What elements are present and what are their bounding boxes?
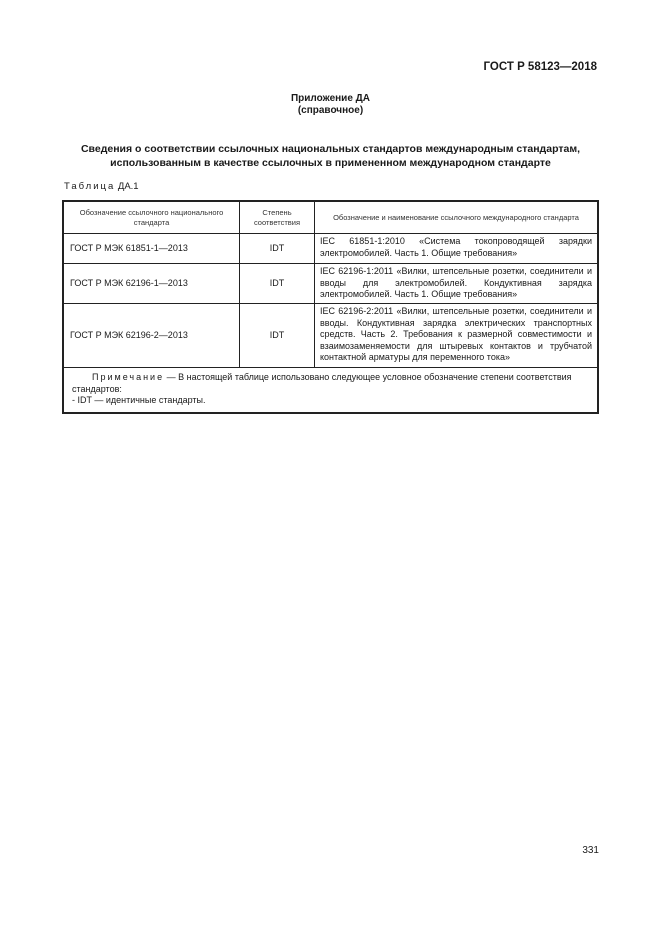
column-header-national: Обозначение ссылочного национального стандарта [63,201,240,234]
note-item: - IDT — идентичные стандарты. [72,395,206,405]
section-heading-line-2: использованным в качестве ссылочных в примененном международном стандарте [110,157,551,169]
note-label: Примечание [92,372,165,382]
appendix-title: Приложение ДА [290,93,371,104]
table-row [63,304,598,368]
table-note [63,368,598,413]
note-text: — В настоящей таблице использовано следующее условное обозначение степени соответствия стандартов: [72,372,572,394]
cell-degree: IDT [240,234,315,264]
cell-degree: IDT [240,304,315,368]
section-heading [40,142,621,170]
page-number: 331 [582,845,599,856]
table-row [63,234,598,264]
table-row [63,264,598,304]
table-note-row [63,368,598,413]
cell-national: ГОСТ Р МЭК 62196-1—2013 [63,264,240,304]
table-header-row [63,201,598,234]
table-caption-id: ДА.1 [117,181,139,192]
cell-international: IEC 62196-1:2011 «Вилки, штепсельные розетки, соединители и вводы для электромобилей. Кондуктивная зарядка электромобилей. Часть 1. Общие требования» [315,264,599,304]
appendix-title-block [0,93,661,117]
appendix-subtitle: (справочное) [297,105,364,116]
table-caption [64,181,139,192]
column-header-degree: Степень соответствия [240,201,315,234]
standards-table [62,200,599,414]
cell-international: IEC 62196-2:2011 «Вилки, штепсельные розетки, соединители и вводы. Кондуктивная зарядка электрических транспортных средств. Часть 2. Требования к размерной совместимости и взаимозаменяемости для штыревых контактов и трубчатой контактной арматуры для переменного тока» [315,304,599,368]
section-heading-line-1: Сведения о соответствии ссылочных национальных стандартов международным стандартам, [80,143,581,155]
column-header-international: Обозначение и наименование ссылочного международного стандарта [315,201,599,234]
table-caption-word: Таблица [64,181,116,192]
cell-national: ГОСТ Р МЭК 61851-1—2013 [63,234,240,264]
document-id: ГОСТ Р 58123—2018 [483,61,597,73]
cell-international: IEC 61851-1:2010 «Система токопроводящей зарядки электромобилей. Часть 1. Общие требования» [315,234,599,264]
cell-national: ГОСТ Р МЭК 62196-2—2013 [63,304,240,368]
cell-degree: IDT [240,264,315,304]
